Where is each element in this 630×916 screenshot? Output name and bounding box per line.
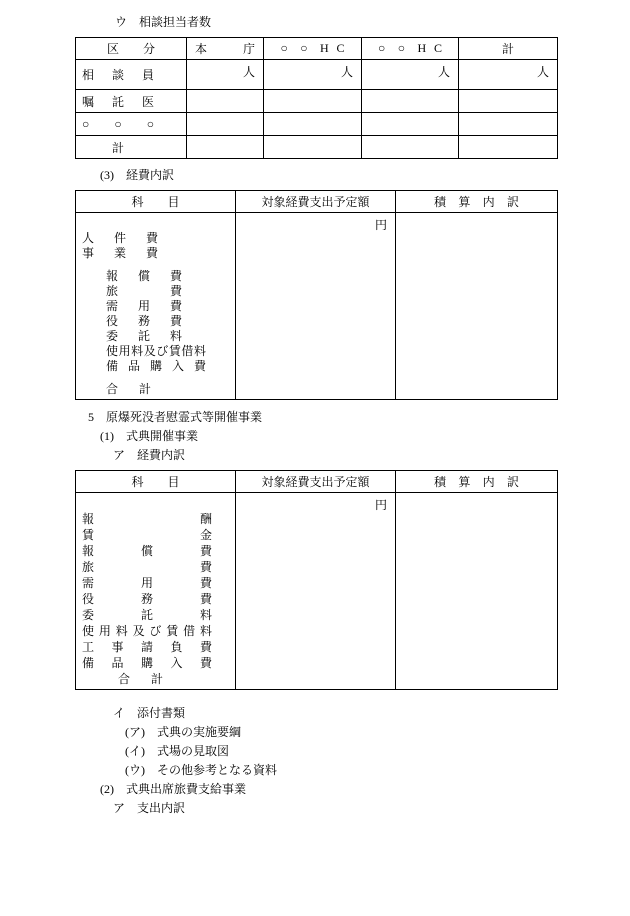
count-cell xyxy=(187,113,264,136)
header-label-hc-2: ○ ○ H C xyxy=(378,41,442,55)
count-cell xyxy=(264,90,362,113)
header-cell-planned-amount: 対象経費支出予定額 xyxy=(236,191,396,213)
expense-item-equipment: 備 品 購 入 費 xyxy=(106,359,206,373)
expense-item-total: 合 計 xyxy=(118,672,163,686)
counselor-header-row xyxy=(76,38,558,60)
count-cell xyxy=(459,90,558,113)
expense-item-total: 合 計 xyxy=(106,382,151,396)
header-cell-estimate-detail xyxy=(396,471,558,493)
heading-expenditure-breakdown: ア 支出内訳 xyxy=(113,801,186,815)
row-label-other: ○ ○ ○ xyxy=(82,116,154,131)
expense-item-usage-rental: 使用料及び賃借料 xyxy=(82,624,212,638)
expense-item-wages: 賃 金 xyxy=(82,528,212,542)
expense-item-supplies: 需 用 費 xyxy=(82,576,212,590)
expense-item-services: 役 務 費 xyxy=(106,314,182,328)
count-cell: 人 xyxy=(187,60,264,90)
attachment-item-outline: (ア) 式典の実施要綱 xyxy=(125,725,241,739)
row-label-contract-doctor: 嘱 託 医 xyxy=(82,94,154,109)
planned-amount-cell: 円 xyxy=(236,213,396,400)
expense-item-travel: 旅 費 xyxy=(82,560,212,574)
row-counselor xyxy=(76,60,558,90)
count-cell xyxy=(187,136,264,159)
expense-item-commission: 委 託 料 xyxy=(82,608,212,622)
header-cell-item xyxy=(76,471,236,493)
header-label-estimate-detail: 積 算 内 訳 xyxy=(434,475,519,489)
heading-ceremony-project: (1) 式典開催事業 xyxy=(100,429,198,443)
heading-memorial-ceremony-project: 5 原爆死没者慰霊式等開催事業 xyxy=(88,410,263,424)
expense-item-commission: 委 託 料 xyxy=(106,329,182,343)
spacer xyxy=(82,495,229,511)
planned-amount-cell: 円 xyxy=(236,493,396,690)
row-total xyxy=(76,136,558,159)
count-cell: 人 xyxy=(362,60,459,90)
expense-header-row xyxy=(76,191,558,213)
header-label-item: 科 目 xyxy=(131,475,180,489)
heading-attached-documents: イ 添付書類 xyxy=(113,706,186,720)
count-cell xyxy=(187,90,264,113)
header-cell-planned-amount: 対象経費支出予定額 xyxy=(236,471,396,493)
expense-item-reward: 報 酬 xyxy=(82,512,212,526)
attachment-item-floor-plan: (イ) 式場の見取図 xyxy=(125,744,229,758)
row-contract-doctor xyxy=(76,90,558,113)
header-cell-hc-1 xyxy=(264,38,362,60)
row-label-counselor: 相 談 員 xyxy=(82,68,154,82)
row-label-cell xyxy=(76,90,187,113)
estimate-detail-cell xyxy=(396,493,558,690)
expense-item-travel: 旅 費 xyxy=(106,284,182,298)
heading-travel-expense-project: (2) 式典出席旅費支給事業 xyxy=(100,782,246,796)
expense-items-cell xyxy=(76,493,236,690)
counselor-count-table xyxy=(75,37,558,159)
header-cell-item xyxy=(76,191,236,213)
count-cell xyxy=(264,136,362,159)
row-label-cell xyxy=(76,113,187,136)
row-label-cell xyxy=(76,136,187,159)
row-label-cell xyxy=(76,60,187,90)
row-label-total: 計 xyxy=(111,140,124,155)
expense-item-equipment: 備 品 購 入 費 xyxy=(82,656,212,670)
heading-expense-breakdown-ceremony: ア 経費内訳 xyxy=(113,448,186,462)
header-cell-hc-2 xyxy=(362,38,459,60)
expense-item-project: 事 業 費 xyxy=(82,246,158,260)
count-cell xyxy=(362,136,459,159)
expense-item-remuneration: 報 償 費 xyxy=(82,544,212,558)
header-label-hc-1: ○ ○ H C xyxy=(280,41,345,55)
attachment-item-reference: (ウ) その他参考となる資料 xyxy=(125,763,277,777)
header-label-estimate-detail: 積 算 内 訳 xyxy=(434,195,519,209)
header-label-category: 区 分 xyxy=(107,42,155,56)
heading-expense-breakdown-counseling: (3) 経費内訳 xyxy=(100,168,174,182)
count-cell xyxy=(459,113,558,136)
expense-items-cell xyxy=(76,213,236,400)
expense-item-remuneration: 報 償 費 xyxy=(106,269,182,283)
header-label-main-office: 本 庁 xyxy=(195,42,255,56)
count-cell xyxy=(264,113,362,136)
expense-body-row xyxy=(76,493,558,690)
expense-item-services: 役 務 費 xyxy=(82,592,212,606)
header-label-item: 科 目 xyxy=(131,195,180,209)
estimate-detail-cell xyxy=(396,213,558,400)
expense-body-row xyxy=(76,213,558,400)
count-cell xyxy=(362,90,459,113)
header-cell-total: 計 xyxy=(459,38,558,60)
expense-item-supplies: 需 用 費 xyxy=(106,299,182,313)
expense-table-ceremony xyxy=(75,470,558,690)
expense-header-row xyxy=(76,471,558,493)
expense-item-usage-rental: 使用料及び賃借料 xyxy=(106,344,206,358)
header-cell-category xyxy=(76,38,187,60)
heading-counselor-count: ウ 相談担当者数 xyxy=(115,15,212,29)
header-cell-main-office xyxy=(187,38,264,60)
count-cell xyxy=(362,113,459,136)
count-cell xyxy=(459,136,558,159)
row-other xyxy=(76,113,558,136)
header-cell-estimate-detail xyxy=(396,191,558,213)
expense-item-construction: 工 事 請 負 費 xyxy=(82,640,212,654)
count-cell: 人 xyxy=(459,60,558,90)
expense-table-counseling xyxy=(75,190,558,400)
count-cell: 人 xyxy=(264,60,362,90)
spacer xyxy=(82,215,229,231)
expense-item-personnel: 人 件 費 xyxy=(82,231,158,245)
